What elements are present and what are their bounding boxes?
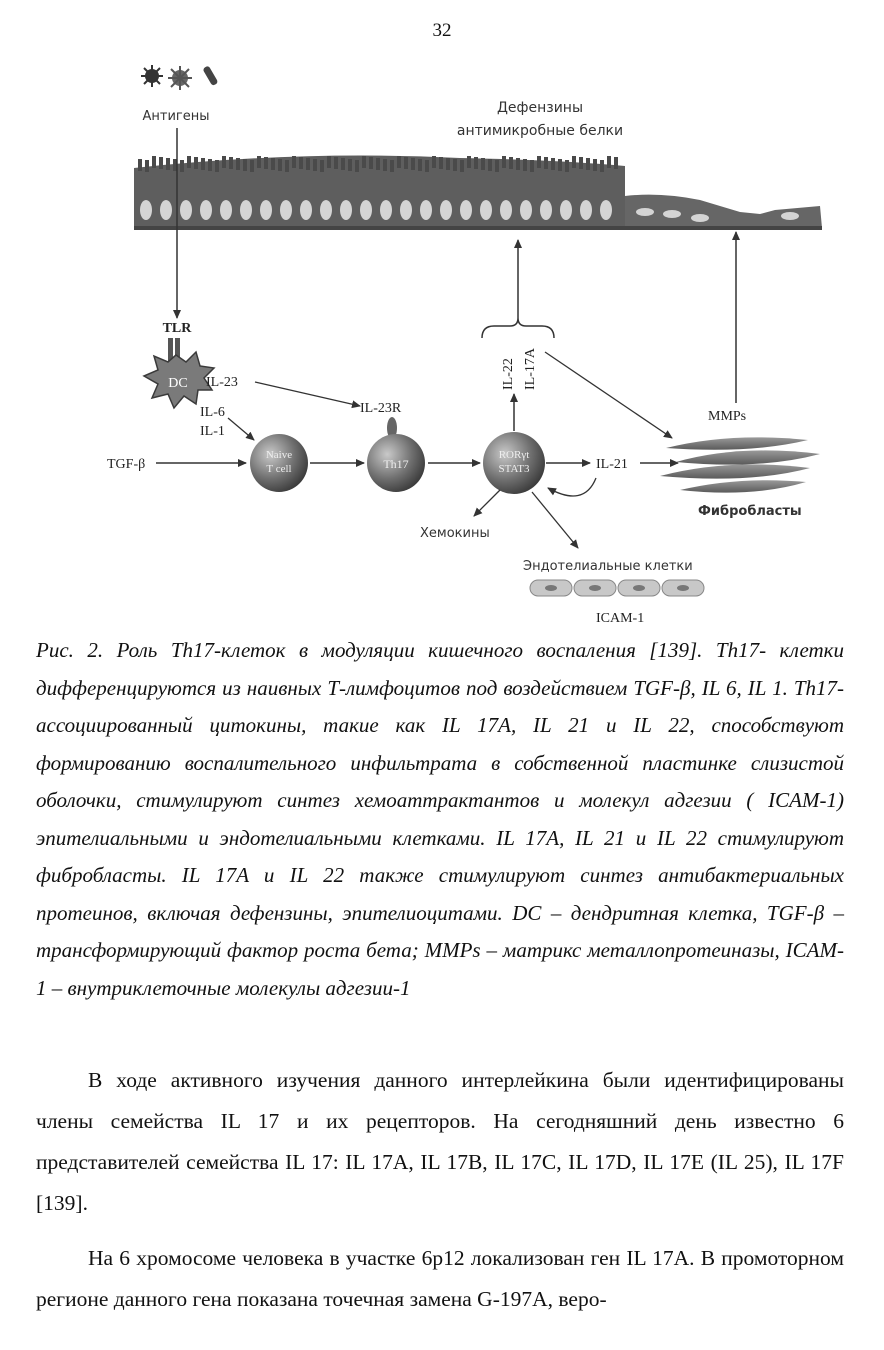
il22-label: IL-22 [501, 358, 516, 390]
icam1-label: ICAM-1 [596, 611, 645, 626]
tlr-label: TLR [162, 321, 192, 336]
autocrine-arrow [548, 478, 596, 496]
dc-label: DC [168, 376, 188, 391]
paragraph: На 6 хромосоме человека в участке 6р12 локализован ген IL 17A. В промоторном регионе данного гена показана точечная замена G-197A, веро- [36, 1246, 844, 1311]
naive-label-2: T cell [266, 463, 292, 475]
endothelial-label: Эндотелиальные клетки [523, 559, 693, 574]
figure-caption: Рис. 2. Роль Th17-клеток в модуляции кишечного воспаления [139]. Th17- клетки дифференцируются из наивных Т-лимфоцитов под воздействием TGF-β, IL 6, IL 1. Th17-ассоциированный цитокины, такие как IL 17A, IL 21 и IL 22, способствуют формированию воспалительного инфильтрата в собственной пластинке слизистой оболочки, стимулируют синтез хемоаттрактантов и молекул адгезии ( ICAM-1) эпителиальными и эндотелиальными клетками. IL 17A, IL 21 и IL 22 стимулируют фибробласты. IL 17A и IL 22 также стимулируют синтез антибактериальных протеинов, включая дефензины, эпителиоцитами. DC – дендритная клетка, TGF-β – трансформирующий фактор роста бета; MMPs – матрикс металлопротеиназы, ICAM-1 – внутриклеточные молекулы адгезии-1 [36, 638, 844, 1000]
tgf-beta-label: TGF-β [107, 457, 146, 472]
il17a-label: IL-17A [523, 348, 538, 390]
il6-label: IL-6 [200, 405, 225, 420]
naive-label-1: Naive [265, 449, 293, 461]
cytokine-bracket [482, 318, 554, 338]
virus-icon [141, 65, 163, 87]
stat3-label: STAT3 [498, 463, 530, 475]
th17-label: Th17 [383, 457, 409, 471]
antigens-label: Антигены [142, 109, 210, 124]
mmps-label: MMPs [708, 409, 747, 424]
chemokines-label: Хемокины [420, 526, 490, 541]
page-number: 32 [432, 20, 452, 41]
virus-icon [168, 66, 192, 90]
antigen-icons [141, 65, 218, 90]
il21-label: IL-21 [596, 457, 628, 472]
fibroblasts-label: Фибробласты [698, 504, 802, 519]
fibroblasts [660, 437, 820, 492]
body-text [36, 1060, 844, 1320]
il23-label: IL-23 [206, 375, 238, 390]
endothelial-cells [530, 580, 704, 596]
bacterium-icon [202, 65, 218, 86]
antimicrobial-proteins-label: антимикробные белки [456, 123, 624, 139]
il1-label: IL-1 [200, 424, 225, 439]
paragraph: В ходе активного изучения данного интерлейкина были идентифицированы члены семейства IL 17 и их рецепторов. На сегодняшний день известно 6 представителей семейства IL 17: IL 17A, IL 17B, IL 17C, IL 17D, IL 17E (IL 25), IL 17F [139]. [36, 1068, 844, 1215]
il23r-label: IL-23R [360, 401, 402, 416]
epithelium [134, 156, 822, 230]
th17-diagram [0, 0, 884, 630]
defensins-label: Дефензины [496, 100, 584, 116]
rorgt-label: RORγt [498, 449, 530, 461]
